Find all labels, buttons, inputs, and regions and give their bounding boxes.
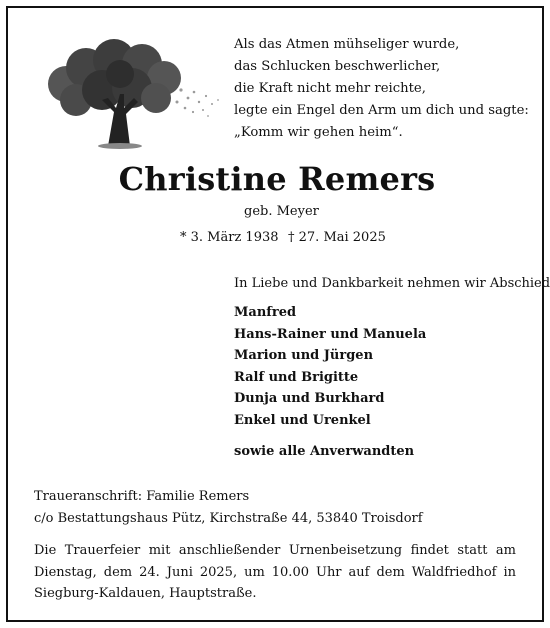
poem-line: das Schlucken beschwerlicher,: [234, 59, 441, 74]
address-line: Traueranschrift: Familie Remers: [34, 489, 250, 504]
list-item: Ralf und Brigitte: [234, 369, 359, 385]
list-item: Marion und Jürgen: [234, 348, 374, 364]
poem-line: Als das Atmen mühseliger wurde,: [234, 37, 460, 52]
birth-date: * 3. März 1938: [180, 230, 279, 245]
ceremony-notice: Die Trauerfeier mit anschließender Urnenbeisetzung findet statt am Dienstag, dem 24. Juni 2025, um 10.00 Uhr auf dem Waldfriedhof in Siegburg-Kaldauen, Hauptstraße.: [34, 543, 516, 601]
poem-line: die Kraft nicht mehr reichte,: [234, 81, 426, 96]
list-item: Enkel und Urenkel: [234, 412, 371, 428]
deceased-name: Christine Remers: [118, 160, 436, 198]
address-line: c/o Bestattungshaus Pütz, Kirchstraße 44, 53840 Troisdorf: [34, 510, 423, 526]
poem: [234, 34, 529, 144]
mourning-address: [34, 486, 423, 529]
mourners-list: [234, 302, 426, 432]
poem-line: legte ein Engel den Arm um dich und sagte:: [234, 103, 529, 118]
list-item: Manfred: [234, 305, 297, 320]
farewell-intro: In Liebe und Dankbarkeit nehmen wir Abschied: [234, 276, 550, 291]
obituary-card: [6, 6, 550, 622]
poem-line: „Komm wir gehen heim“.: [234, 125, 403, 140]
list-item: Dunja und Burkhard: [234, 391, 385, 407]
list-item: Hans-Rainer und Manuela: [234, 326, 427, 342]
maiden-name: geb. Meyer: [244, 204, 319, 219]
relatives-line: sowie alle Anverwandten: [234, 444, 415, 459]
death-date: † 27. Mai 2025: [288, 230, 386, 245]
tree-icon: [36, 38, 226, 150]
